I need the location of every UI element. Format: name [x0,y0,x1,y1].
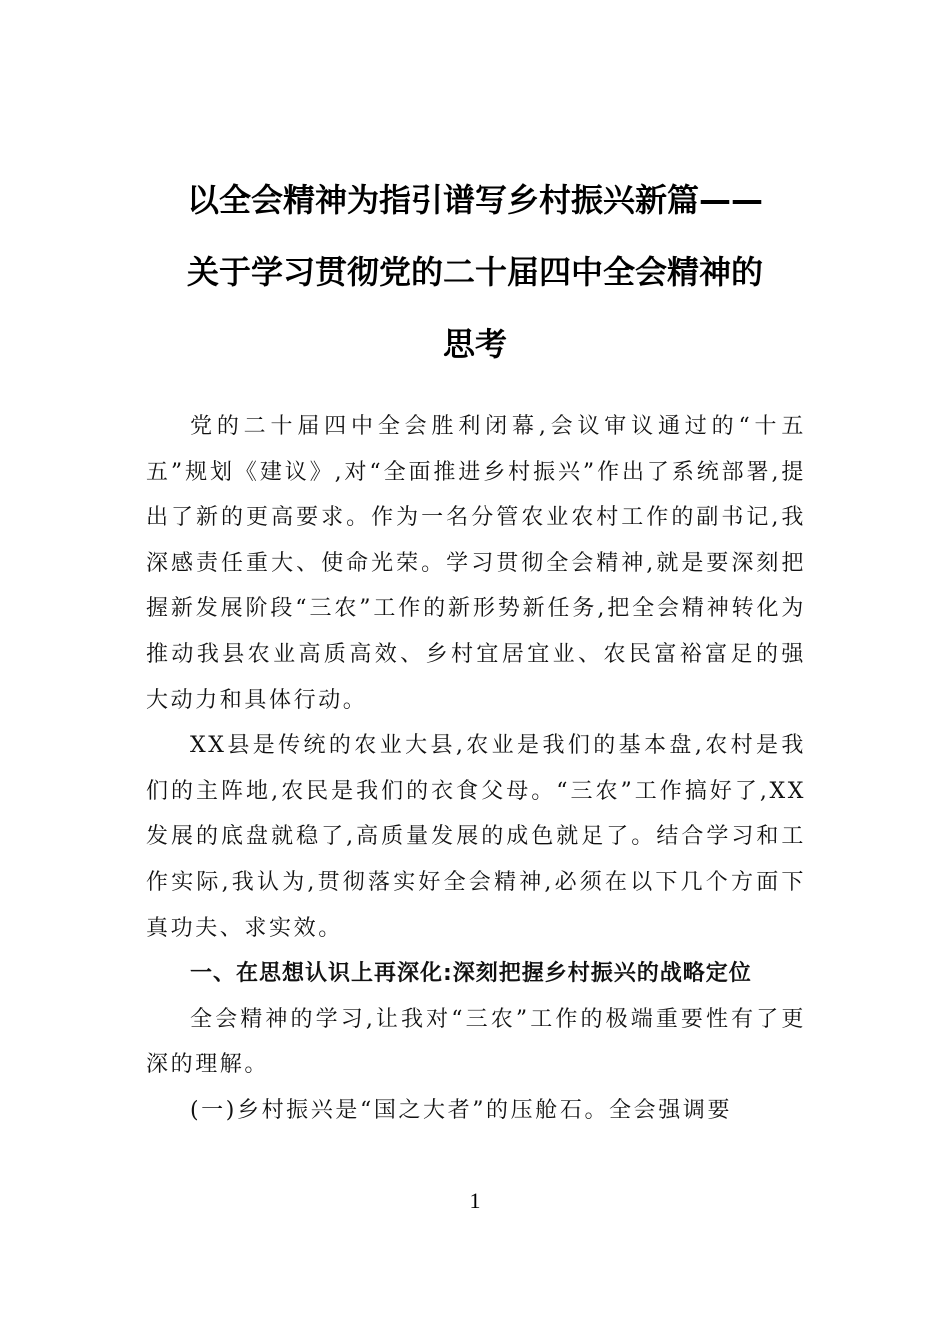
page-number: 1 [469,1188,481,1213]
document-body [146,404,806,1134]
paragraph-county: XX县是传统的农业大县,农业是我们的基本盘,农村是我们的主阵地,农民是我们的衣食父母。“三农”工作搞好了,XX发展的底盘就稳了,高质量发展的成色就足了。结合学习和工作实际,我认为,贯彻落实好全会精神,必须在以下几个方面下真功夫、求实效。 [146,733,806,941]
paragraph-intro: 党的二十届四中全会胜利闭幕,会议审议通过的“十五五”规划《建议》,对“全面推进乡村振兴”作出了系统部署,提出了新的更高要求。作为一名分管农业农村工作的副书记,我深感责任重大、使命光荣。学习贯彻全会精神,就是要深刻把握新发展阶段“三农”工作的新形势新任务,把全会精神转化为推动我县农业高质高效、乡村宜居宜业、农民富裕富足的强大动力和具体行动。 [146,414,806,713]
document-title [140,164,810,380]
subsection-paragraph: (一)乡村振兴是“国之大者”的压舱石。全会强调要 [190,1097,733,1123]
title-line-3: 思考 [442,325,507,363]
title-line-2: 关于学习贯彻党的二十届四中全会精神的 [186,253,763,291]
title-line-1: 以全会精神为指引谱写乡村振兴新篇—— [186,181,763,219]
section-heading: 一、在思想认识上再深化:深刻把握乡村振兴的战略定位 [190,961,752,987]
section-paragraph: 全会精神的学习,让我对“三农”工作的极端重要性有了更深的理解。 [146,1006,806,1078]
